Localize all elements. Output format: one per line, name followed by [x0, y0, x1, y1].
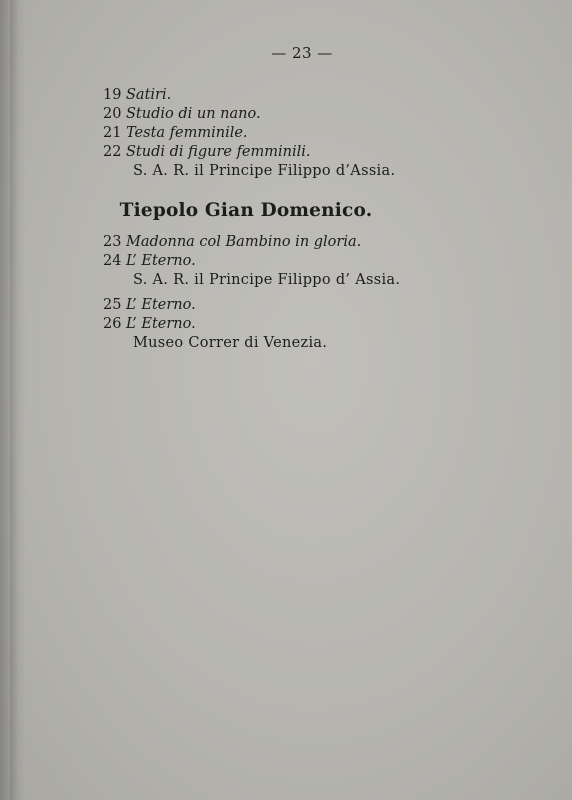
- catalog-entry: [103, 86, 395, 105]
- entry-owner: Museo Correr di Venezia.: [133, 335, 328, 351]
- entry-number: 19: [103, 87, 122, 103]
- entry-list-madonna: [103, 233, 400, 290]
- catalog-entry: [103, 252, 400, 271]
- entry-title: Studi di figure femminili.: [126, 144, 311, 160]
- entry-owner: S. A. R. il Principe Filippo d’ Assia.: [133, 272, 401, 288]
- section-heading-artist: Tiepolo Gian Domenico.: [119, 200, 373, 221]
- entry-number: 24: [103, 253, 122, 269]
- entry-title: Testa femminile.: [126, 125, 248, 141]
- entry-list-eterno: [103, 296, 327, 353]
- entry-number: 23: [103, 234, 122, 250]
- entry-number: 26: [103, 316, 122, 332]
- entry-number: 22: [103, 144, 122, 160]
- entry-owner: S. A. R. il Principe Filippo d’Assia.: [133, 163, 396, 179]
- catalog-entry: [103, 143, 395, 162]
- entry-title: Madonna col Bambino in gloria.: [126, 234, 362, 250]
- entry-number: 25: [103, 297, 122, 313]
- entry-number: 21: [103, 125, 122, 141]
- catalog-entry: [103, 124, 395, 143]
- entry-title: Studio di un nano.: [126, 106, 261, 122]
- entry-title: L’ Eterno.: [126, 297, 196, 313]
- entry-title: Satiri.: [126, 87, 172, 103]
- entry-title: L’ Eterno.: [126, 253, 196, 269]
- entry-number: 20: [103, 106, 122, 122]
- catalog-entry: [103, 105, 395, 124]
- entry-title: L’ Eterno.: [126, 316, 196, 332]
- catalog-entry: [103, 296, 327, 315]
- page-number: — 23 —: [271, 44, 333, 62]
- entry-list-satiri: [103, 86, 395, 181]
- catalog-entry: [103, 315, 327, 334]
- catalog-entry: [103, 233, 400, 252]
- page-spine-shadow: [10, 0, 18, 800]
